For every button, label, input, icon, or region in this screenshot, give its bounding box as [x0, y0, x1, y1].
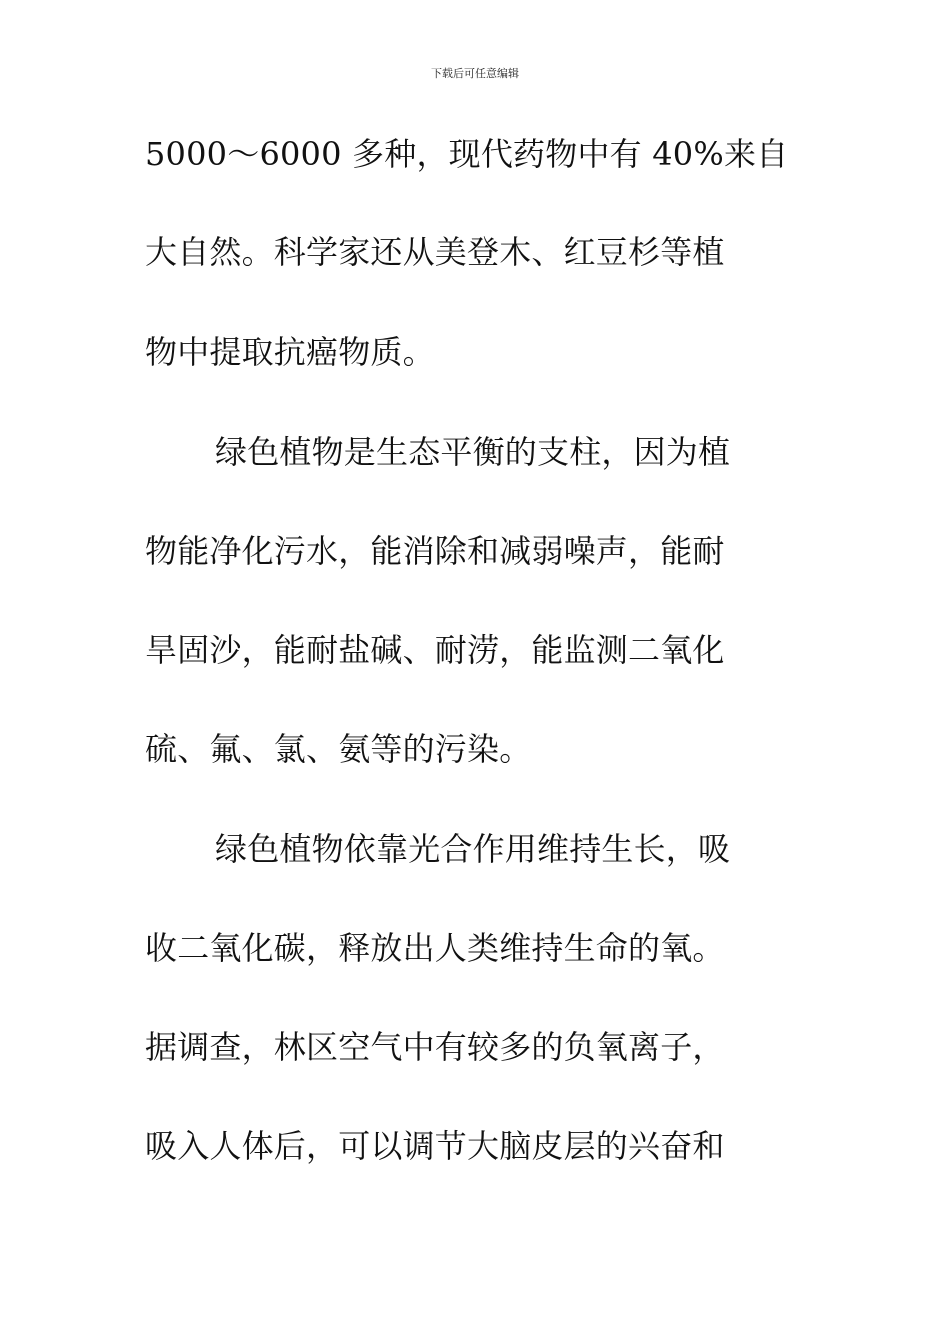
- body-line: 大自然。科学家还从美登木、红豆杉等植: [145, 233, 725, 271]
- body-line: 吸入人体后，可以调节大脑皮层的兴奋和: [145, 1127, 725, 1165]
- body-line: 硫、氟、氯、氨等的污染。: [145, 730, 532, 768]
- body-line: 收二氧化碳，释放出人类维持生命的氧。: [145, 929, 725, 967]
- body-line: 5000～6000 多种，现代药物中有 40%来自: [145, 135, 789, 173]
- paragraph-first-line: 绿色植物是生态平衡的支柱，因为植: [215, 433, 731, 471]
- body-line: 据调查，林区空气中有较多的负氧离子，: [145, 1028, 725, 1066]
- body-line: 物能净化污水，能消除和减弱噪声，能耐: [145, 532, 725, 570]
- paragraph-first-line: 绿色植物依靠光合作用维持生长，吸: [215, 830, 731, 868]
- body-line: 旱固沙，能耐盐碱、耐涝，能监测二氧化: [145, 631, 725, 669]
- page-header-note: 下载后可任意编辑: [431, 67, 519, 80]
- body-line: 物中提取抗癌物质。: [145, 333, 435, 371]
